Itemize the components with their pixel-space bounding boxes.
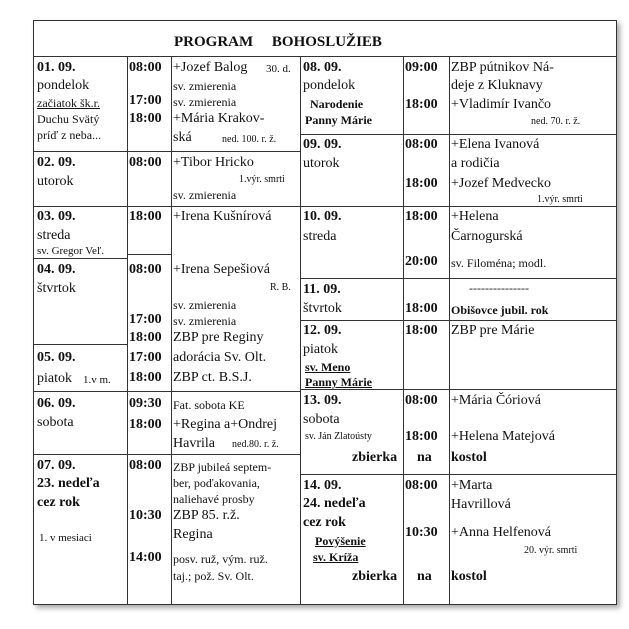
mass-intention: ZBP 85. r.ž. (173, 508, 240, 523)
day-date: 14. 09. (303, 478, 342, 493)
mass-intention: Fat. sobota KE (173, 398, 245, 412)
day-feast: sv. Kríža (313, 550, 359, 564)
day-note: 1.v m. (83, 374, 111, 386)
mass-intention: adorácia Sv. Olt. (173, 350, 267, 365)
mass-intention: Havrila (173, 436, 215, 451)
day-note: začiatok šk.r. (37, 96, 100, 110)
mass-time: 18:00 (405, 209, 438, 224)
mass-intention: sv. zmierenia (173, 188, 237, 202)
day-date: 13. 09. (303, 393, 342, 408)
day-name: štvrtok (303, 301, 342, 316)
collection-target: kostol (451, 450, 487, 465)
day-date: 12. 09. (303, 323, 342, 338)
mass-intention: +Helena Matejová (451, 429, 555, 444)
page-title: PROGRAM BOHOSLUŽIEB (174, 34, 382, 50)
day-name: sobota (37, 415, 74, 430)
mass-intention: +Helena (451, 209, 499, 224)
day-date: 07. 09. (37, 458, 76, 473)
mass-time: 08:00 (405, 478, 438, 493)
mass-intention: ZBP pre Márie (451, 323, 535, 338)
mass-intention: Čarnogurská (451, 229, 523, 244)
grid-line (449, 56, 450, 604)
grid-line (127, 56, 128, 604)
mass-intention: ZBP jubileá septem- (173, 460, 272, 474)
mass-time: 17:00 (129, 312, 162, 327)
mass-intention: ZBP pre Reginy (173, 330, 264, 345)
row-separator (300, 474, 616, 475)
mass-intention: ZBP pútnikov Ná- (451, 60, 554, 75)
day-name: štvrtok (37, 281, 76, 296)
day-date: 09. 09. (303, 137, 342, 152)
intention-note: ned. 70. r. ž. (531, 116, 581, 127)
grid-line (171, 56, 172, 604)
mass-intention: Obišovce jubil. rok (451, 303, 549, 317)
day-note: sv. Gregor Veľ. (37, 245, 105, 257)
mass-intention: +Mária Čóriová (451, 393, 541, 408)
mass-intention: deje z Kluknavy (451, 78, 543, 93)
mass-intention: posv. ruž, vým. ruž. (173, 552, 268, 566)
mass-intention: a rodičia (451, 156, 500, 171)
intention-note: 1.výr. smrti (537, 194, 583, 205)
day-feast: Panny Márie (305, 375, 372, 389)
grid-line (34, 56, 616, 57)
day-feast: 24. nedeľa (303, 496, 366, 511)
day-feast: cez rok (37, 495, 80, 510)
mass-time: 18:00 (129, 417, 162, 432)
mass-intention: +Marta (451, 478, 493, 493)
mass-intention: Regina (173, 527, 213, 542)
intention-note: R. B. (270, 282, 291, 293)
mass-intention: ZBP ct. B.S.J. (173, 370, 252, 385)
collection-label: zbierka (352, 569, 398, 584)
day-name: streda (37, 228, 71, 243)
mass-time: 18:00 (129, 209, 162, 224)
grid-line (403, 56, 404, 604)
day-note: 1. v mesiaci (39, 532, 92, 544)
intention-note: ned. 100. r. ž. (222, 134, 277, 145)
day-feast: Narodenie (310, 97, 364, 111)
intention-note: 20. výr. smrti (524, 545, 578, 556)
day-note: príď z neba... (37, 128, 102, 142)
mass-intention: +Elena Ivanová (451, 137, 540, 152)
day-date: 03. 09. (37, 209, 76, 224)
day-date: 05. 09. (37, 350, 76, 365)
day-feast: sv. Meno (305, 360, 351, 374)
day-date: 08. 09. (303, 60, 342, 75)
collection-label: zbierka (352, 450, 398, 465)
mass-time: 18:00 (405, 301, 438, 316)
mass-time: 09:30 (129, 396, 162, 411)
mass-time: 10:30 (129, 508, 162, 523)
mass-intention: +Anna Helfenová (451, 525, 552, 540)
row-separator (34, 344, 127, 345)
mass-intention: sv. zmierenia (173, 79, 237, 93)
mass-intention: sv. zmierenia (173, 314, 237, 328)
grid-line (300, 56, 301, 604)
day-date: 06. 09. (37, 396, 76, 411)
mass-time: 10:30 (405, 525, 438, 540)
collection-target: kostol (451, 569, 487, 584)
day-feast: Povýšenie (315, 534, 366, 548)
day-note: Duchu Svätý (37, 112, 100, 126)
mass-intention: ber, poďakovania, (173, 476, 260, 490)
day-name: streda (303, 229, 337, 244)
mass-time: 18:00 (405, 323, 438, 338)
day-name: utorok (303, 156, 340, 171)
row-separator (127, 254, 171, 255)
mass-time: 08:00 (129, 262, 162, 277)
row-separator (300, 206, 616, 207)
mass-time: 08:00 (129, 60, 162, 75)
mass-intention: +Mária Krakov- (173, 111, 265, 126)
day-feast: cez rok (303, 515, 346, 530)
day-name: utorok (37, 174, 74, 189)
intention-note: 1.výr. smrti (239, 174, 285, 185)
mass-time: 08:00 (129, 458, 162, 473)
intention-note: 30. d. (266, 63, 291, 75)
day-name: piatok (37, 371, 72, 386)
mass-intention: ská (173, 130, 192, 145)
day-date: 01. 09. (37, 60, 76, 75)
row-separator (34, 206, 300, 207)
row-separator (34, 258, 127, 259)
mass-time: 18:00 (405, 176, 438, 191)
mass-time: 08:00 (129, 155, 162, 170)
day-name: piatok (303, 342, 338, 357)
day-date: 10. 09. (303, 209, 342, 224)
row-separator (300, 389, 616, 390)
mass-intention: Havrillová (451, 497, 511, 512)
day-date: 04. 09. (37, 262, 76, 277)
mass-intention: sv. Filoména; modl. (451, 256, 547, 270)
row-separator (300, 320, 616, 321)
mass-time: 18:00 (405, 97, 438, 112)
day-name: pondelok (37, 78, 90, 93)
day-feast: Panny Márie (305, 113, 372, 127)
mass-time: 17:00 (129, 93, 162, 108)
mass-time: 14:00 (129, 550, 162, 565)
collection-na: na (417, 569, 432, 584)
mass-time: 08:00 (405, 137, 438, 152)
mass-intention: sv. zmierenia (173, 95, 237, 109)
row-separator (300, 134, 616, 135)
mass-time: 18:00 (129, 330, 162, 345)
mass-intention: sv. zmierenia (173, 298, 237, 312)
schedule-page (33, 20, 617, 605)
intention-note: ned.80. r. ž. (232, 439, 279, 450)
mass-time: 09:00 (405, 60, 438, 75)
row-separator (300, 278, 616, 279)
day-note: sv. Ján Zlatoústy (305, 431, 372, 442)
day-feast: 23. nedeľa (37, 476, 100, 491)
collection-na: na (417, 450, 432, 465)
day-date: 02. 09. (37, 155, 76, 170)
row-separator (34, 151, 300, 152)
mass-intention: +Jozef Balog (173, 60, 248, 75)
mass-intention: +Tibor Hricko (173, 155, 254, 170)
mass-time: 18:00 (129, 111, 162, 126)
mass-time: 18:00 (405, 429, 438, 444)
mass-time: 08:00 (405, 393, 438, 408)
mass-intention: naliehavé prosby (173, 492, 255, 506)
day-name: pondelok (303, 78, 356, 93)
mass-time: 20:00 (405, 254, 438, 269)
mass-intention: +Jozef Medvecko (451, 176, 552, 191)
mass-intention: taj.; pož. Sv. Olt. (173, 569, 254, 583)
mass-intention: +Irena Kušnírová (173, 209, 272, 224)
dash-separator: --------------- (469, 281, 529, 295)
day-date: 11. 09. (303, 282, 341, 297)
row-separator (34, 391, 300, 392)
mass-intention: +Regina a+Ondrej (173, 417, 278, 432)
mass-time: 17:00 (129, 350, 162, 365)
day-name: sobota (303, 412, 340, 427)
row-separator (34, 454, 300, 455)
mass-intention: +Vladimír Ivančo (451, 97, 552, 112)
mass-time: 18:00 (129, 370, 162, 385)
mass-intention: +Irena Sepešiová (173, 262, 270, 277)
